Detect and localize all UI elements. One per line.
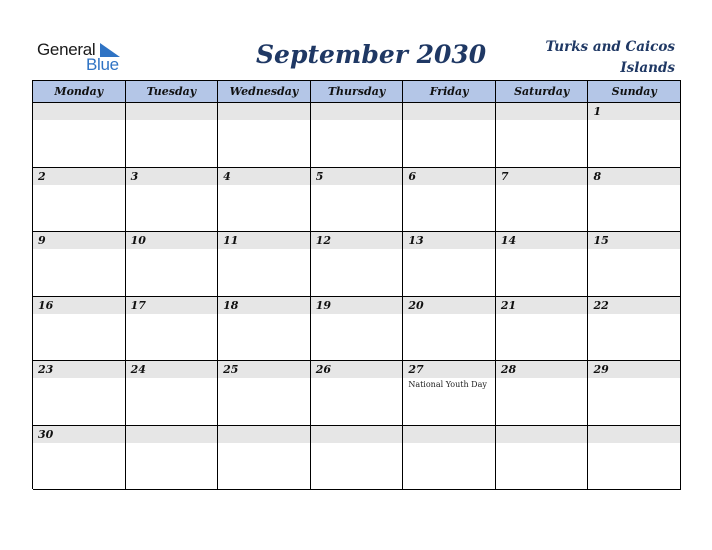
day-number-band [311, 426, 403, 443]
day-number: 14 [500, 234, 517, 247]
day-cell [403, 426, 496, 491]
day-number: 1 [593, 105, 602, 118]
day-number-band [588, 426, 680, 443]
day-number-band [33, 232, 125, 249]
day-number-band [588, 103, 680, 120]
day-cell [126, 426, 219, 491]
weekday-header: Monday [33, 81, 126, 103]
day-number-band [126, 426, 218, 443]
day-number: 16 [38, 298, 54, 312]
logo-word-general: General [37, 40, 96, 59]
day-cell [588, 426, 681, 491]
logo-word-blue: Blue [86, 55, 119, 74]
day-number: 24 [130, 363, 146, 376]
day-number-band [403, 103, 495, 120]
day-cell [496, 168, 589, 233]
day-number-band [403, 168, 495, 185]
day-number-band [33, 103, 125, 120]
day-number: 22 [593, 298, 609, 312]
day-cell [33, 232, 126, 297]
calendar-week-row [33, 168, 681, 233]
calendar-week-row [33, 103, 681, 168]
day-number-band [311, 103, 403, 120]
day-cell [496, 103, 589, 168]
day-number-band [588, 168, 680, 185]
day-cell [403, 232, 496, 297]
day-number: 11 [223, 234, 239, 247]
weekday-header: Sunday [588, 81, 681, 103]
calendar-weeks [33, 103, 681, 490]
weekday-header: Wednesday [218, 81, 311, 103]
day-cell [588, 361, 681, 426]
day-cell [403, 361, 496, 426]
day-number-band [33, 168, 125, 185]
country-name: Turks and Caicos Islands [545, 39, 675, 76]
day-number: 29 [593, 363, 609, 376]
day-number-band [126, 168, 218, 185]
day-cell [496, 361, 589, 426]
day-cell [311, 361, 404, 426]
day-number: 10 [130, 234, 146, 247]
day-number: 28 [500, 363, 517, 376]
weekday-header: Tuesday [126, 81, 219, 103]
day-cell [218, 103, 311, 168]
holiday-event: National Youth Day [408, 380, 487, 389]
day-number-band [126, 103, 218, 120]
day-cell [218, 168, 311, 233]
day-cell [496, 297, 589, 362]
day-number: 9 [38, 234, 46, 247]
day-number-band [496, 426, 588, 443]
day-cell [126, 103, 219, 168]
day-number: 20 [408, 298, 424, 312]
day-cell [311, 232, 404, 297]
day-cell [33, 103, 126, 168]
calendar-week-row [33, 426, 681, 491]
calendar-week-row [33, 297, 681, 362]
day-cell [33, 361, 126, 426]
calendar-title: September 2030 [256, 40, 487, 69]
day-cell [311, 103, 404, 168]
day-number: 15 [593, 234, 609, 247]
day-number: 3 [130, 169, 139, 183]
day-cell [588, 103, 681, 168]
day-number: 7 [500, 169, 509, 183]
day-cell [496, 232, 589, 297]
day-number: 17 [130, 298, 146, 312]
day-number: 13 [408, 234, 424, 247]
calendar-grid [32, 80, 681, 489]
day-cell [126, 168, 219, 233]
day-cell [311, 168, 404, 233]
day-number: 27 [408, 363, 424, 376]
day-cell [311, 426, 404, 491]
day-number-band [218, 103, 310, 120]
weekday-header-row [33, 81, 681, 103]
day-cell [33, 426, 126, 491]
day-number-band [218, 168, 310, 185]
weekday-header: Saturday [496, 81, 589, 103]
day-number: 18 [223, 298, 239, 312]
day-number: 2 [38, 169, 46, 183]
day-number-band [403, 426, 495, 443]
day-number: 8 [593, 169, 602, 183]
day-cell [403, 168, 496, 233]
weekday-header: Thursday [311, 81, 404, 103]
day-number: 4 [223, 169, 231, 183]
day-number: 25 [223, 363, 239, 376]
day-cell [218, 232, 311, 297]
day-cell [588, 297, 681, 362]
day-number: 23 [38, 363, 54, 376]
day-number: 21 [500, 298, 517, 312]
day-number: 6 [408, 169, 416, 183]
calendar-week-row [33, 232, 681, 297]
day-cell [126, 232, 219, 297]
day-number-band [496, 103, 588, 120]
day-cell [218, 297, 311, 362]
day-number-band [311, 168, 403, 185]
day-number: 12 [315, 234, 332, 247]
calendar-week-row [33, 361, 681, 426]
day-cell [403, 103, 496, 168]
day-cell [311, 297, 404, 362]
day-cell [588, 232, 681, 297]
day-cell [588, 168, 681, 233]
day-cell [403, 297, 496, 362]
day-cell [33, 168, 126, 233]
day-number-band [218, 426, 310, 443]
day-cell [218, 426, 311, 491]
day-cell [126, 297, 219, 362]
day-number: 5 [315, 169, 324, 183]
day-cell [496, 426, 589, 491]
day-cell [126, 361, 219, 426]
day-cell [33, 297, 126, 362]
weekday-header: Friday [403, 81, 496, 103]
day-number: 30 [38, 427, 54, 441]
day-number: 26 [315, 363, 332, 376]
day-number: 19 [315, 298, 332, 312]
generalblue-logo [37, 40, 127, 74]
day-cell [218, 361, 311, 426]
day-number-band [496, 168, 588, 185]
